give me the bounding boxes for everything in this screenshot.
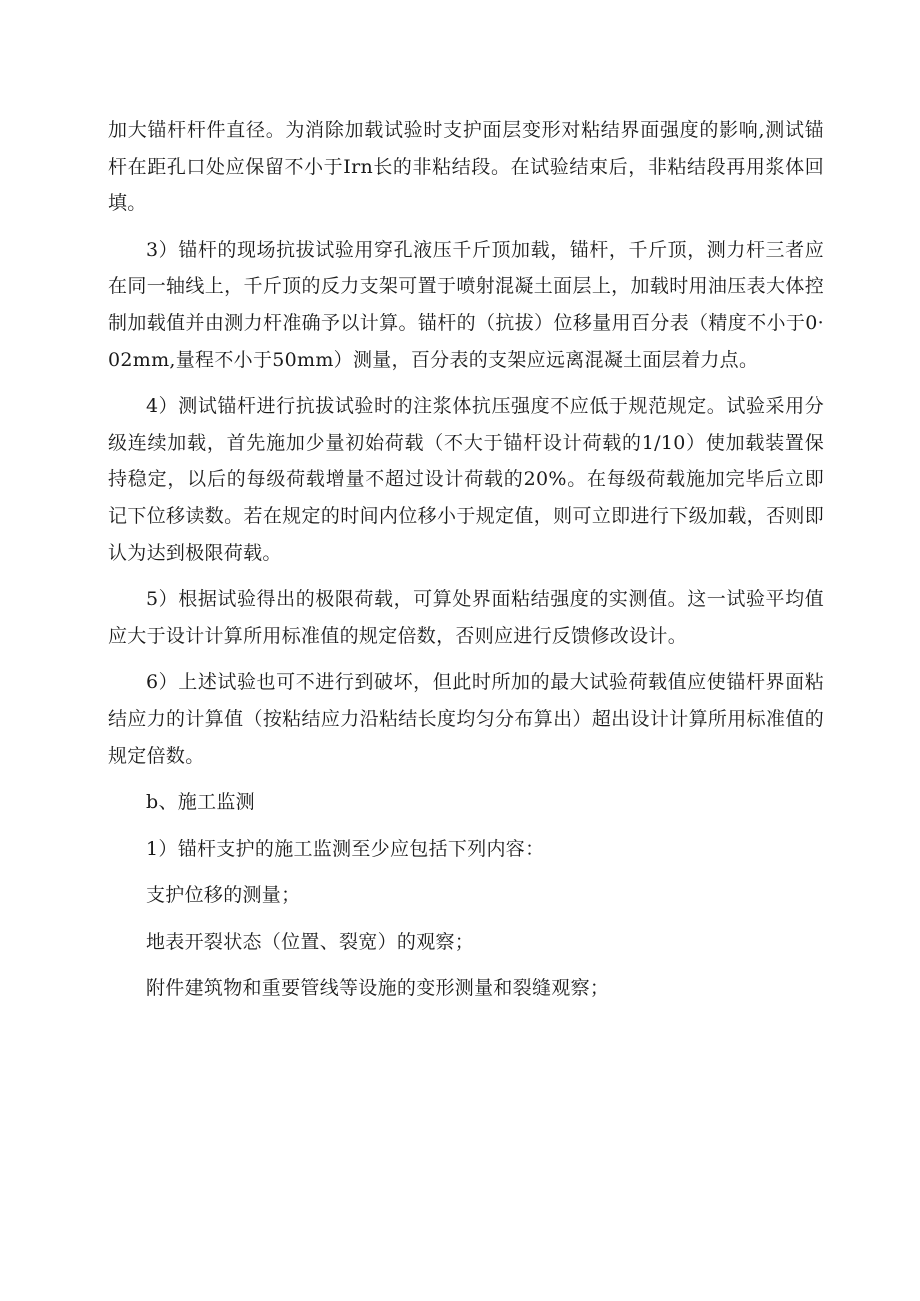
paragraph-5: 6）上述试验也可不进行到破坏，但此时所加的最大试验荷载值应使锚杆界面粘结应力的计算值（按粘结应力沿粘结长度均匀分布算出）超出设计计算所用标准值的规定倍数。 — [108, 671, 824, 767]
list-item: 附件建筑物和重要管线等设施的变形测量和裂缝观察； — [146, 977, 610, 1000]
list-item: 地表开裂状态（位置、裂宽）的观察； — [146, 930, 475, 953]
paragraph-1: 加大锚杆杆件直径。为消除加载试验时支护面层变形对粘结界面强度的影响,测试锚杆在距孔口处应保留不小于Irn长的非粘结段。在试验结束后，非粘结段再用浆体回填。 — [108, 119, 824, 215]
paragraph-4: 5）根据试验得出的极限荷载，可算处界面粘结强度的实测值。这一试验平均值应大于设计计算所用标准值的规定倍数，否则应进行反馈修改设计。 — [108, 588, 824, 647]
document-body — [108, 112, 824, 1007]
list-intro: 1）锚杆支护的施工监测至少应包括下列内容： — [146, 837, 545, 860]
list-item: 支护位移的测量； — [146, 884, 301, 907]
paragraph-2: 3）锚杆的现场抗拔试验用穿孔液压千斤顶加载，锚杆，千斤顶，测力杆三者应在同一轴线上，千斤顶的反力支架可置于喷射混凝土面层上，加载时用油压表大体控制加载值并由测力杆准确予以计算。锚杆的（抗拔）位移量用百分表（精度不小于0·02mm,量程不小于50mm）测量，百分表的支架应远离混凝土面层着力点。 — [108, 238, 824, 371]
section-heading-b: b、施工监测 — [146, 791, 255, 814]
paragraph-3: 4）测试锚杆进行抗拔试验时的注浆体抗压强度不应低于规范规定。试验采用分级连续加载，首先施加少量初始荷载（不大于锚杆设计荷载的1/10）使加载装置保持稳定，以后的每级荷载增量不超过设计荷载的20%。在每级荷载施加完毕后立即记下位移读数。若在规定的时间内位移小于规定值，则可立即进行下级加载，否则即认为达到极限荷载。 — [108, 395, 824, 564]
